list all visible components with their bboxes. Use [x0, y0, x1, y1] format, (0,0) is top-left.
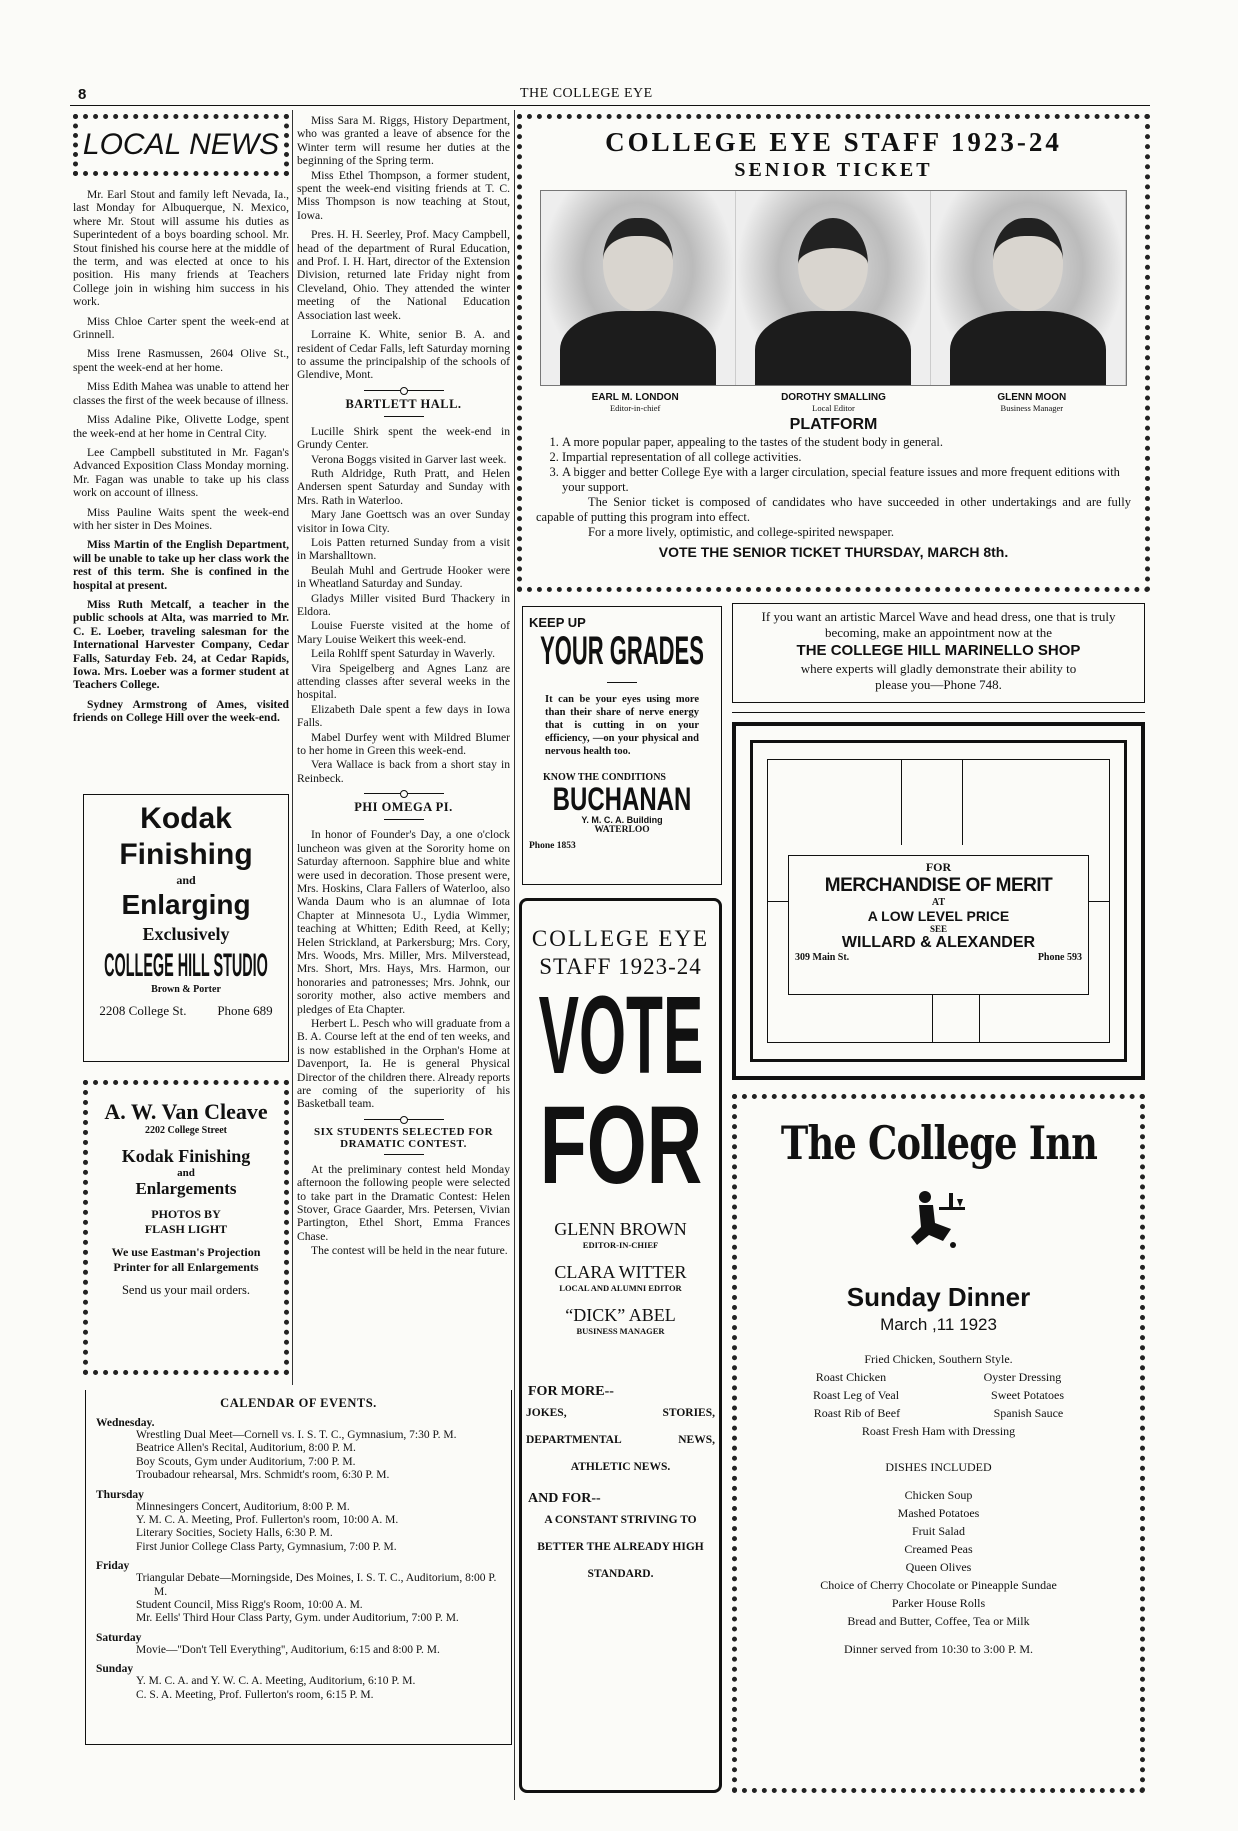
- rule: [732, 712, 1145, 713]
- photo-dorothy-smalling: [736, 191, 931, 385]
- news-item: Lorraine K. White, senior B. A. and resident of Cedar Falls, left Saturday morning to assume the principalship of the schools of Glendive, Mont.: [297, 328, 510, 382]
- local-news-masthead: [73, 114, 289, 176]
- ad-headline: Kodak: [140, 802, 232, 835]
- photo-earl-london: [541, 191, 736, 385]
- ad-text: AND FOR--: [528, 1491, 601, 1506]
- candidate-role: EDITOR-IN-CHIEF: [582, 1240, 659, 1250]
- menu-dish: Queen Olives: [905, 1560, 972, 1574]
- calendar-event: Boy Scouts, Gym under Auditorium, 7:00 P. M.: [136, 1455, 356, 1468]
- ad-headline: Finishing: [119, 838, 253, 871]
- menu-dish: Chicken Soup: [904, 1488, 973, 1502]
- calendar-title: CALENDAR OF EVENTS.: [220, 1396, 377, 1410]
- news-item: Vira Speigelberg and Agnes Lanz are attending classes after several weeks in the hospital.: [297, 661, 510, 702]
- ad-text: and: [177, 1167, 195, 1179]
- ad-text: PHOTOS BY: [151, 1207, 221, 1221]
- menu-date: March ,11 1923: [880, 1315, 997, 1334]
- calendar-day: Wednesday.: [96, 1417, 155, 1429]
- news-item: Gladys Miller visited Burd Thackery in Eldora.: [297, 591, 510, 618]
- news-item: Lee Campbell substituted in Mr. Fagan's Advanced Exposition Class Monday morning. Mr. Fagan was unable to take up his class work on account of illness.: [73, 445, 289, 500]
- senior-ticket-ad: [517, 114, 1150, 592]
- ad-text: The Senior ticket is composed of candidates who have succeeded in other undertakings and are fully capable of putting this program into effect.: [536, 495, 1131, 524]
- candidate-role: BUSINESS MANAGER: [576, 1326, 665, 1336]
- menu-dish: Parker House Rolls: [891, 1596, 986, 1610]
- merchandise-panel: [788, 855, 1089, 995]
- marinello-shop-ad: [732, 603, 1145, 703]
- menu-item: Roast Leg of Veal: [812, 1388, 900, 1402]
- news-item: Lois Patten returned Sunday from a visit in Marshalltown.: [297, 535, 510, 563]
- buchanan-optometrist-ad: [522, 606, 722, 885]
- news-item: Louise Fuerste visited at the home of Mary Louise Weikert this week-end.: [297, 619, 510, 646]
- news-item: Miss Irene Rasmussen, 2604 Olive St., spent the week-end at her home.: [73, 347, 289, 374]
- ad-phone: Phone 593: [1037, 952, 1082, 963]
- ad-headline: YOUR GRADES: [540, 629, 704, 673]
- calendar-event: Y. M. C. A. Meeting, Prof. Fullerton's room, 10:00 A. M.: [136, 1514, 399, 1527]
- menu-hours: Dinner served from 10:30 to 3:00 P. M.: [844, 1642, 1033, 1656]
- ad-text: A CONSTANT STRIVING TO BETTER THE ALREADY HIGH STANDARD.: [537, 1514, 704, 1580]
- section-divider: [364, 1119, 444, 1120]
- column-rule: [292, 110, 293, 1385]
- candidate-caption: [734, 392, 932, 413]
- ad-text: JOKES, STORIES, DEPARTMENTAL NEWS, ATHLETIC NEWS.: [526, 1407, 715, 1473]
- candidate-name: CLARA WITTER: [554, 1262, 687, 1282]
- candidate-name: GLENN MOON: [997, 392, 1067, 403]
- platform-item: 1. A more popular paper, appealing to the tastes of the student body in general.: [562, 435, 1131, 450]
- ad-address: 2202 College Street: [144, 1125, 227, 1136]
- section-divider: [364, 390, 444, 391]
- vote-headline: FOR: [539, 1084, 702, 1207]
- calendar-event: First Junior College Class Party, Gymnasium, 7:00 P. M.: [136, 1540, 397, 1553]
- news-item: Vera Wallace is back from a short stay in Reinbeck.: [297, 758, 510, 785]
- menu-dish: Fruit Salad: [912, 1524, 965, 1538]
- news-item: Miss Martin of the English Department, will be unable to take up her class work the rest of this term. She is confined in the hospital at present.: [73, 538, 289, 592]
- menu-item: Roast Chicken: [815, 1370, 887, 1384]
- calendar-day: Sunday: [96, 1663, 134, 1676]
- ad-text: It can be your eyes using more than their share of nerve energy that is cutting in on your efficiency, —on your physical and nervous health too.: [545, 694, 699, 757]
- calendar-event: Minnesingers Concert, Auditorium, 8:00 P. M.: [136, 1500, 350, 1513]
- ad-address: WATERLOO: [594, 825, 650, 835]
- calendar-event: Movie—''Don't Tell Everything'', Auditorium, 6:15 and 8:00 P. M.: [136, 1643, 440, 1656]
- ad-text: We use Eastman's Projection Printer for all Enlargements: [111, 1245, 261, 1274]
- ad-address: 2208 College St.: [99, 1003, 187, 1018]
- candidate-name: “DICK” ABEL: [565, 1305, 676, 1325]
- ad-phone: Phone 1853: [529, 841, 576, 851]
- candidate-role: Business Manager: [1000, 403, 1064, 413]
- news-item: At the preliminary contest held Monday afternoon the following people were selected to take part in the Dramatic Contest: Helen Stover, Grace Gaarder, Mrs. Petersen, Vivian Partington, Ethel Short, Emma Frances Chase.: [297, 1162, 510, 1243]
- news-item: Ruth Aldridge, Ruth Pratt, and Helen Andersen spent Saturday and Sunday with Mrs. Rath in Waterloo.: [297, 466, 510, 507]
- ad-headline: MERCHANDISE OF MERIT: [824, 875, 1053, 896]
- photo-glenn-moon: [931, 191, 1126, 385]
- ad-headline: COLLEGE EYE: [531, 926, 710, 951]
- business-name: The College Inn: [780, 1116, 1097, 1170]
- menu-dish: Choice of Cherry Chocolate or Pineapple Sundae: [820, 1578, 1057, 1592]
- header-rule: [70, 105, 1150, 106]
- rule: [607, 682, 637, 683]
- news-item: Mary Jane Goettsch was an over Sunday visitor in Iowa City.: [297, 508, 510, 535]
- calendar-event: Wrestling Dual Meet—Cornell vs. I. S. T. C., Gymnasium, 7:30 P. M.: [136, 1429, 457, 1441]
- menu-dish: Bread and Butter, Coffee, Tea or Milk: [847, 1614, 1030, 1628]
- ad-text: Kodak Finishing: [121, 1146, 251, 1166]
- paper-title: THE COLLEGE EYE: [520, 86, 653, 101]
- van-cleave-ad: [83, 1080, 289, 1375]
- candidate-photos: [540, 190, 1127, 386]
- calendar-of-events: [85, 1390, 512, 1745]
- news-item: Verona Boggs visited in Garver last week.: [311, 452, 507, 466]
- ad-text: where experts will gladly demonstrate their ability to please you—Phone 748.: [800, 661, 1077, 692]
- kodak-finishing-ad: [83, 794, 289, 1062]
- college-inn-ad: [732, 1094, 1145, 1793]
- section-heading: BARTLETT HALL.: [345, 396, 462, 411]
- ad-subheadline: SENIOR TICKET: [734, 159, 933, 181]
- menu-item: Spanish Sauce: [993, 1406, 1064, 1420]
- ad-text: KEEP UP: [529, 615, 586, 630]
- ad-text: Send us your mail orders.: [121, 1283, 251, 1297]
- news-item: Miss Chloe Carter spent the week-end at Grinnell.: [73, 314, 289, 342]
- heading-rule: [384, 416, 424, 417]
- local-news-column: [73, 114, 289, 731]
- ad-text: SEE: [929, 924, 947, 934]
- candidate-name: DOROTHY SMALLING: [781, 392, 886, 403]
- ad-headline: Enlarging: [121, 889, 251, 920]
- news-item: Pres. H. H. Seerley, Prof. Macy Campbell, head of the department of Rural Education, and Prof. I. H. Hart, director of the Extension Division, returned late Friday night from Cleveland, Ohio. They attended the winter meeting of the National Education Association last week.: [297, 228, 510, 322]
- vote-callout: VOTE THE SENIOR TICKET THURSDAY, MARCH 8th.: [658, 544, 1009, 560]
- menu-item: Oyster Dressing: [983, 1370, 1062, 1384]
- ad-text: For a more lively, optimistic, and college-spirited newspaper.: [588, 525, 895, 539]
- calendar-event: Y. M. C. A. and Y. W. C. A. Meeting, Auditorium, 6:10 P. M.: [136, 1675, 416, 1688]
- news-item: Elizabeth Dale spent a few days in Iowa Falls.: [297, 702, 510, 730]
- heading-rule: [384, 1154, 424, 1155]
- news-item: Herbert L. Pesch who will graduate from a B. A. Course left at the end of ten weeks, and is now established in the Orphan's Home at Davenport, Ia. He is general Physical Director of the children there. Already reports are coming of the superiority of his Basketball team.: [297, 1016, 510, 1111]
- ad-headline: Sunday Dinner: [846, 1282, 1031, 1312]
- calendar-event: Triangular Debate—Morningside, Des Moines, I. S. T. C., Auditorium, 8:00 P. M.: [136, 1572, 497, 1598]
- news-item: Miss Sara M. Riggs, History Department, who was granted a leave of absence for the Winter term will resume her duties at the beginning of the Spring term.: [297, 114, 510, 168]
- ad-headline: STAFF 1923-24: [539, 954, 702, 979]
- menu-dish: Creamed Peas: [904, 1542, 973, 1556]
- calendar-day: Saturday: [96, 1631, 142, 1644]
- local-news-title: LOCAL NEWS: [82, 128, 280, 161]
- ad-text: Exclusively: [142, 924, 230, 944]
- business-name: BUCHANAN: [552, 781, 692, 817]
- menu-item: Sweet Potatoes: [991, 1388, 1065, 1402]
- ad-text: and: [176, 873, 196, 887]
- menu-section-title: DISHES INCLUDED: [885, 1460, 992, 1474]
- ad-text: AT: [931, 897, 946, 908]
- ad-headline: A. W. Van Cleave: [104, 1099, 268, 1124]
- calendar-event: Beatrice Allen's Recital, Auditorium, 8:00 P. M.: [136, 1442, 356, 1455]
- menu-item: Roast Rib of Beef: [813, 1406, 901, 1420]
- news-item: Miss Edith Mahea was unable to attend her classes the first of the week because of illness.: [73, 380, 289, 407]
- column-rule: [514, 110, 515, 1800]
- ad-text: Enlargements: [135, 1179, 237, 1198]
- platform-list: [536, 435, 1131, 495]
- news-item: Miss Ethel Thompson, a former student, spent the week-end visiting friends at T. C. Miss Thompson is now teaching at Stout, Iowa.: [297, 168, 510, 222]
- section-heading: PHI OMEGA PI.: [354, 800, 453, 815]
- calendar-event: Troubadour rehearsal, Mrs. Schmidt's room, 6:30 P. M.: [136, 1469, 390, 1482]
- ad-text: A LOW LEVEL PRICE: [867, 908, 1010, 924]
- ad-text: KNOW THE CONDITIONS: [543, 772, 666, 783]
- news-item: Leila Rohlff spent Saturday in Waverly.: [311, 647, 495, 661]
- news-item: Sydney Armstrong of Ames, visited friends on College Hill over the week-end.: [73, 697, 289, 725]
- willard-alexander-ad: [732, 722, 1145, 1080]
- menu-dish: Mashed Potatoes: [897, 1506, 980, 1520]
- platform-item: 3. A bigger and better College Eye with a larger circulation, special feature issues and more frequent editions with your support.: [562, 465, 1131, 495]
- business-name: THE COLLEGE HILL MARINELLO SHOP: [796, 642, 1081, 659]
- candidate-role: Editor-in-chief: [609, 403, 661, 413]
- candidate-name: EARL M. LONDON: [591, 392, 679, 403]
- candidate-caption: [536, 392, 734, 413]
- candidate-role: Local Editor: [812, 403, 855, 413]
- news-item: Miss Pauline Waits spent the week-end with her sister in Des Moines.: [73, 505, 289, 532]
- calendar-event: Literary Socities, Society Halls, 6:30 P. M.: [136, 1527, 333, 1540]
- waitress-icon: [899, 1189, 979, 1249]
- calendar-event: C. S. A. Meeting, Prof. Fullerton's room, 6:15 P. M.: [136, 1688, 374, 1701]
- news-item: Miss Adaline Pike, Olivette Lodge, spent the week-end at her home in Central City.: [73, 413, 289, 440]
- news-item: Beulah Muhl and Gertrude Hooker were in Wheatland Saturday and Sunday.: [297, 563, 510, 591]
- news-item: In honor of Founder's Day, a one o'clock luncheon was given at the Sorority home on Saturday afternoon. Sapphire blue and white were used in decoration. Those present were, Mrs. Hoskins, Clara Fallers of Waterloo, also Wanda Daum who is an alumnae of Iota Chapter at Minnesota U., Lydia Wimmer, teaching at Whitten; Edith Reed, at Kelly; Helen Strickland, at Parkersburg; Mrs. Cory, Mrs. Woods, Mrs. Miller, Mrs. Milverstead, Mrs. Short, Mrs. Hays, Mrs. Harmon, our honoraries and patronesses; Mrs. Johnk, our sorority mother, also active members and pledges of Eta Chapter.: [297, 828, 510, 1016]
- news-item: Mabel Durfey went with Mildred Blumer to her home in Green this week-end.: [297, 730, 510, 758]
- news-item: Lucille Shirk spent the week-end in Grundy Center.: [297, 424, 510, 452]
- calendar-event: Student Council, Miss Rigg's Room, 10:00 A. M.: [136, 1599, 363, 1612]
- candidate-captions: [536, 392, 1131, 413]
- ad-text: FOR MORE--: [528, 1384, 614, 1399]
- news-item: The contest will be held in the near future.: [311, 1244, 508, 1258]
- ad-phone: Phone 689: [217, 1003, 273, 1018]
- calendar-day: Friday: [96, 1560, 130, 1573]
- page-number: 8: [78, 86, 87, 103]
- vote-headline: VOTE: [538, 974, 703, 1097]
- news-item: Miss Ruth Metcalf, a teacher in the public schools at Alta, was married to Mr. C. E. Loeber, traveling salesman for the International Harvester Company, Cedar Falls, Saturday Feb. 24, at Cedar Rapids, Iowa. Mrs. Loeber was a former student at Teachers College.: [73, 597, 289, 692]
- ad-text: FOR: [925, 860, 952, 874]
- ad-address: Y. M. C. A. Building: [581, 815, 663, 825]
- menu-item: Roast Fresh Ham with Dressing: [861, 1424, 1016, 1438]
- ad-text: If you want an artistic Marcel Wave and head dress, one that is truly becoming, make an appointment now at the: [761, 609, 1116, 640]
- candidate-role: LOCAL AND ALUMNI EDITOR: [559, 1283, 682, 1293]
- calendar-day: Thursday: [96, 1488, 144, 1501]
- news-item: Mr. Earl Stout and family left Nevada, Ia., last Monday for Albuquerque, N. Mexico, where Mr. Stout will assume his duties as Superintedent of a boys boarding school. Mr. Stout finished his course here at the middle of the term, and was elected at once to his position. His many friends at Teachers College join in wishing him success in his work.: [73, 188, 289, 309]
- ad-headline: COLLEGE EYE STAFF 1923-24: [605, 127, 1062, 157]
- platform-title: PLATFORM: [789, 416, 878, 433]
- middle-news-column: [297, 114, 510, 1259]
- section-divider: [364, 793, 444, 794]
- calendar-event: Mr. Eells' Third Hour Class Party, Gym. under Auditorium, 7:00 P. M.: [136, 1612, 459, 1625]
- menu-item: Fried Chicken, Southern Style.: [864, 1352, 1013, 1366]
- studio-name: COLLEGE HILL STUDIO: [104, 947, 268, 983]
- glenn-brown-ticket-ad: [519, 898, 722, 1793]
- ad-text: FLASH LIGHT: [144, 1222, 228, 1236]
- candidate-caption: [933, 392, 1131, 413]
- candidate-name: GLENN BROWN: [554, 1219, 687, 1239]
- ad-address: 309 Main St.: [795, 952, 850, 963]
- heading-rule: [384, 819, 424, 820]
- section-heading: SIX STUDENTS SELECTED FOR DRAMATIC CONTEST.: [313, 1125, 494, 1150]
- ad-text: Brown & Porter: [151, 984, 221, 995]
- business-name: WILLARD & ALEXANDER: [841, 934, 1036, 951]
- platform-item: 2. Impartial representation of all college activities.: [562, 450, 1131, 465]
